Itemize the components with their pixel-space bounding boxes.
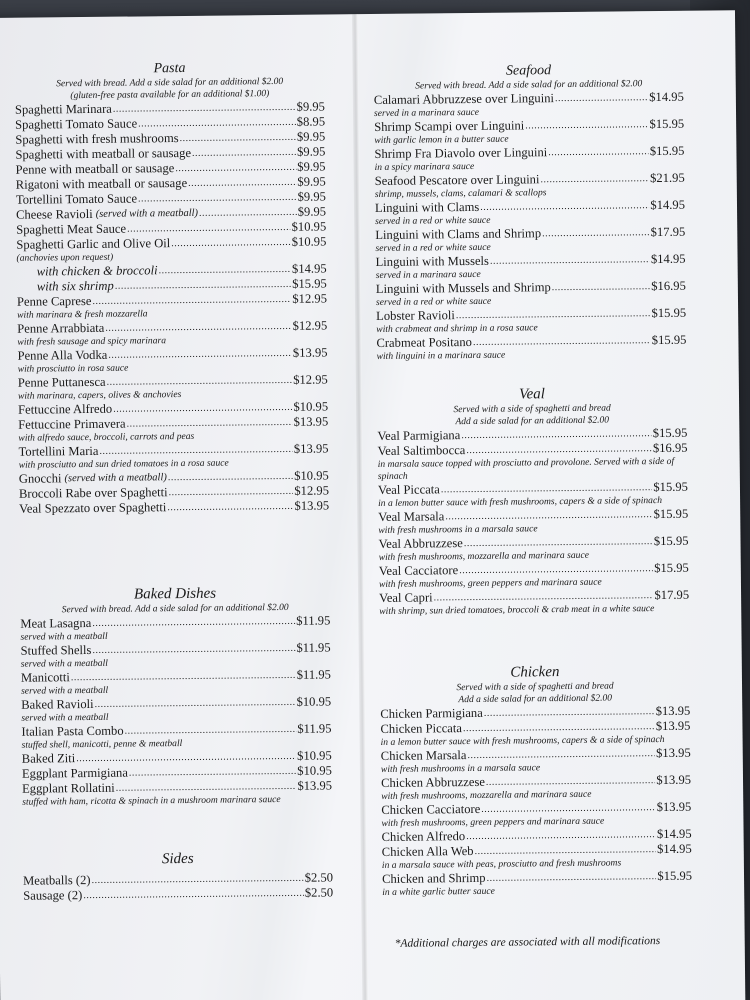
item-name: Eggplant Rollatini (21, 780, 115, 796)
item-name: Veal Spezzato over Spaghetti (19, 500, 167, 516)
item-description: with fresh mushrooms, green peppers and marinara sauce (381, 815, 605, 829)
item-name: Chicken and Shrimp (381, 870, 486, 886)
item-name: Crabmeat Positano (376, 334, 472, 350)
dot-leader (71, 668, 296, 685)
dot-leader (167, 499, 293, 515)
item-price: $2.50 (304, 885, 334, 900)
dot-leader (107, 373, 293, 390)
section-note: Served with bread. Add a side salad for an additional $2.00 (56, 76, 284, 90)
item-price: $10.95 (294, 468, 329, 483)
dot-leader (116, 779, 297, 796)
item-name: Eggplant Parmigiana (21, 765, 128, 781)
item-name: Shrimp Scampi over Linguini (374, 118, 525, 134)
dot-leader (434, 588, 654, 605)
item-name: Veal Abbruzzese (378, 536, 463, 551)
dot-leader (125, 722, 297, 739)
dot-leader (542, 225, 650, 241)
item-name: Veal Marsala (378, 509, 445, 524)
item-price: $9.95 (297, 204, 327, 219)
item-name: Penne Puttanesca (17, 374, 106, 390)
dot-leader (441, 480, 653, 497)
chicken-section (380, 663, 692, 899)
dot-leader (481, 800, 656, 817)
item-description: with alfredo sauce, broccoli, carrots and peas (18, 430, 195, 444)
item-price: $10.95 (297, 763, 332, 778)
item-description: with fresh mushrooms, mozzarella and marinara sauce (378, 549, 589, 563)
item-price: $12.95 (292, 291, 328, 306)
item-price: $13.95 (656, 745, 691, 761)
item-name: Gnocchi (18, 471, 62, 486)
item-price: $13.95 (656, 772, 692, 788)
item-price: $15.95 (653, 533, 689, 549)
dot-leader (83, 886, 304, 903)
item-description: with shrimp, sun dried tomatoes, broccoli & crab meat in a white sauce (379, 603, 655, 617)
item-name: Lobster Ravioli (376, 308, 455, 323)
item-price: $13.95 (655, 703, 691, 719)
dot-leader (129, 764, 297, 781)
item-price: $13.95 (293, 414, 329, 429)
dot-leader (486, 773, 656, 790)
item-price: $15.95 (651, 305, 687, 321)
dot-leader (552, 279, 651, 295)
item-name: Italian Pasta Combo (21, 723, 124, 739)
item-price: $16.95 (651, 278, 686, 294)
item-price: $9.95 (297, 189, 326, 204)
item-description: with crabmeat and shrimp in a rosa sauce (376, 322, 538, 335)
dot-leader (138, 190, 297, 207)
item-price: $14.95 (657, 841, 692, 857)
dot-leader (108, 346, 292, 363)
dot-leader (168, 469, 293, 485)
item-name: Chicken Abbruzzese (380, 774, 485, 790)
item-price: $2.50 (304, 870, 334, 885)
item-price: $9.95 (297, 144, 326, 159)
item-note: (served with a meatball) (95, 207, 199, 220)
item-name: with six shrimp (36, 278, 114, 294)
item-description: with garlic lemon in a butter sauce (374, 133, 509, 146)
section-title: Sides (161, 850, 194, 868)
item-name: Linguini with Clams and Shrimp (375, 226, 542, 242)
item-name: with chicken & broccoli (36, 263, 158, 279)
seafood-section (374, 61, 687, 363)
dot-leader (490, 252, 650, 269)
item-name: Meatballs (2) (22, 872, 91, 888)
item-description: in marsala sauce topped with prosciutto and provolone. Served with a side of spinach (377, 455, 675, 482)
dot-leader (188, 175, 296, 191)
menu-item (19, 498, 329, 516)
item-price: $11.95 (296, 640, 331, 655)
item-price: $8.95 (296, 114, 326, 129)
dot-leader (171, 235, 291, 251)
item-name: Linguini with Mussels and Shrimp (375, 280, 551, 296)
item-description: in a white garlic butter sauce (382, 885, 495, 898)
item-name: Veal Capri (379, 590, 433, 605)
section-title: Baked Dishes (133, 585, 217, 603)
dot-leader (158, 262, 291, 278)
item-price: $10.95 (293, 399, 329, 414)
dot-leader (105, 319, 291, 336)
item-name: Spaghetti with fresh mushrooms (15, 131, 179, 147)
item-price: $13.95 (294, 498, 330, 513)
section-note: Served with bread. Add a side salad for an additional $2.00 (61, 602, 289, 616)
dot-leader (555, 90, 648, 106)
dot-leader (138, 115, 296, 132)
section-note: Add a side salad for an additional $2.00 (455, 415, 610, 428)
item-price: $15.95 (292, 276, 327, 291)
dot-leader (175, 160, 296, 176)
dot-leader (548, 144, 649, 160)
item-description: with marinara & fresh mozzarella (17, 308, 148, 321)
item-name: Seafood Pescatore over Linguini (374, 172, 540, 188)
section-note: Add a side salad for an additional $2.00 (458, 693, 613, 706)
item-price: $9.95 (297, 174, 326, 189)
item-description: served with a meatball (20, 630, 108, 643)
item-price: $11.95 (297, 721, 332, 736)
item-name: Rigatoni with meatball or sausage (15, 175, 188, 192)
item-name: Sausage (2) (23, 888, 83, 903)
item-price: $15.95 (649, 116, 685, 132)
section-title: Chicken (510, 664, 560, 681)
item-description: with fresh mushrooms, green peppers and marinara sauce (378, 576, 602, 590)
item-price: $15.95 (653, 479, 689, 495)
item-price: $21.95 (649, 170, 685, 186)
item-description: with fresh mushrooms in a marsala sauce (378, 523, 538, 536)
item-price: $14.95 (650, 197, 686, 213)
item-price: $17.95 (654, 587, 690, 603)
item-price: $10.95 (296, 694, 332, 709)
item-price: $12.95 (292, 318, 328, 333)
item-price: $15.95 (652, 425, 688, 441)
item-price: $11.95 (296, 613, 331, 628)
dot-leader (525, 117, 648, 133)
item-price: $17.95 (650, 224, 686, 240)
item-description: with linguini in a marinara sauce (376, 349, 506, 362)
item-name: Cheese Ravioli (15, 206, 93, 222)
item-description: with fresh sausage and spicy marinara (17, 335, 167, 348)
item-name: Meat Lasagna (20, 615, 92, 631)
item-price: $13.95 (292, 345, 328, 360)
item-name: Penne with meatball or sausage (15, 161, 175, 177)
item-description: in a lemon butter sauce with fresh mushrooms, capers & a side of spinach (380, 733, 665, 748)
item-description: served in a red or white sauce (375, 214, 491, 227)
item-price: $15.95 (657, 868, 693, 884)
dot-leader (466, 441, 652, 458)
item-description: served with a meatball (20, 657, 108, 670)
item-price: $13.95 (655, 718, 691, 734)
item-name: Linguini with Clams (374, 199, 480, 215)
item-description: (anchovies upon request) (16, 251, 114, 264)
item-description: with fresh mushrooms, mozzarella and marinara sauce (381, 788, 592, 802)
item-name: Chicken Cacciatore (381, 801, 481, 817)
item-description: stuffed with ham, ricotta & spinach in a mushroom marinara sauce (22, 793, 281, 808)
dot-leader (92, 614, 295, 631)
item-price: $9.95 (297, 159, 326, 174)
dot-leader (199, 205, 297, 221)
item-name: Manicotti (20, 670, 70, 685)
item-price: $12.95 (294, 483, 330, 498)
dot-leader (456, 306, 651, 323)
dot-leader (95, 695, 296, 712)
item-name: Penne Arrabbiata (17, 320, 105, 336)
section-title: Veal (518, 386, 545, 403)
item-price: $13.95 (293, 441, 329, 456)
item-name: Penne Alla Vodka (17, 347, 108, 363)
item-name: Chicken Marsala (380, 748, 467, 763)
item-price: $14.95 (291, 261, 327, 276)
dot-leader (464, 534, 653, 551)
dot-leader (99, 442, 293, 459)
paper-fold (352, 14, 368, 1000)
item-name: Veal Parmigiana (377, 428, 461, 443)
dot-leader (459, 561, 653, 578)
item-name: Chicken Parmigiana (380, 705, 483, 721)
baked-dishes-section (20, 584, 332, 808)
item-price: $14.95 (649, 89, 684, 105)
item-price: $12.95 (293, 372, 328, 387)
item-name: Fettuccine Primavera (18, 416, 126, 432)
item-description: served in a marinara sauce (375, 268, 481, 281)
item-name: Chicken Piccata (380, 721, 463, 736)
item-price: $15.95 (653, 506, 689, 522)
item-name: Veal Saltimbocca (377, 443, 466, 458)
item-price: $15.95 (651, 332, 687, 348)
item-price: $10.95 (291, 219, 327, 234)
item-description: served in a red or white sauce (375, 241, 491, 254)
item-name: Spaghetti with meatball or sausage (15, 145, 192, 162)
section-title: Seafood (505, 63, 552, 79)
item-name: Stuffed Shells (20, 642, 92, 658)
item-name: Tortellini Maria (18, 443, 99, 459)
item-name: Spaghetti Garlic and Olive Oil (16, 236, 171, 252)
item-name: Spaghetti Meat Sauce (16, 221, 127, 237)
item-price: $16.95 (652, 440, 688, 456)
menu-item (23, 885, 333, 903)
item-description: in a spicy marinara sauce (374, 160, 475, 173)
item-description: with marinara, capers, olives & anchovies (17, 389, 182, 402)
item-price: $10.95 (291, 234, 327, 249)
item-name: Linguini with Mussels (375, 253, 490, 269)
item-price: $14.95 (656, 826, 692, 842)
item-description: served in a marinara sauce (373, 106, 480, 119)
dot-leader (127, 415, 293, 432)
item-description: in a marsala sauce with peas, prosciutto and fresh mushrooms (381, 857, 622, 871)
section-note: Served with a side of spaghetti and bread (456, 681, 614, 694)
veal-section (377, 385, 689, 618)
dot-leader (474, 842, 656, 859)
item-name: Baked Ravioli (21, 696, 94, 712)
item-description: served with a meatball (21, 711, 109, 724)
dot-leader (480, 198, 649, 215)
item-name: Tortellini Tomato Sauce (15, 191, 138, 207)
section-title: Pasta (153, 60, 186, 77)
dot-leader (445, 507, 652, 524)
item-price: $14.95 (650, 251, 686, 267)
item-name: Veal Piccata (377, 482, 440, 497)
dot-leader (192, 145, 296, 161)
menu-paper (0, 10, 745, 1000)
section-note: (gluten-free pasta available for an additional $1.00) (70, 89, 270, 102)
dot-leader (127, 220, 291, 237)
dot-leader (180, 130, 296, 146)
item-name: Calamari Abbruzzese over Linguini (373, 91, 555, 107)
item-name: Spaghetti Tomato Sauce (15, 116, 138, 132)
dot-leader (473, 333, 651, 350)
item-price: $13.95 (297, 778, 333, 793)
item-note: (served with a meatball) (64, 472, 167, 485)
item-description: with prosciutto in rosa sauce (17, 362, 129, 375)
item-name: Shrimp Fra Diavolo over Linguini (374, 145, 548, 161)
item-description: with fresh mushrooms in a marsala sauce (380, 762, 541, 775)
item-price: $10.95 (297, 748, 332, 763)
item-name: Chicken Alla Web (381, 843, 474, 859)
pasta-section (14, 59, 329, 517)
item-description: served in a red or white sauce (375, 295, 492, 308)
item-name: Veal Cacciatore (378, 563, 459, 578)
item-price: $9.95 (296, 129, 326, 144)
item-description: shrimp, mussels, clams, calamari & scallops (374, 187, 547, 200)
section-note: Served with bread. Add a side salad for an additional $2.00 (415, 79, 643, 92)
dot-leader (463, 719, 655, 736)
dot-leader (487, 869, 657, 886)
item-price: $11.95 (296, 667, 331, 682)
dot-leader (169, 484, 294, 500)
item-price: $15.95 (649, 143, 685, 159)
sides-section (23, 849, 334, 903)
item-price: $15.95 (654, 560, 689, 576)
item-name: Penne Caprese (16, 293, 92, 309)
item-description: served with a meatball (20, 684, 109, 697)
footer-note: *Additional charges are associated with all modifications (394, 935, 661, 950)
item-description: with prosciutto and sun dried tomatoes in a rosa sauce (18, 457, 229, 471)
dot-leader (540, 171, 649, 187)
item-name: Spaghetti Marinara (14, 101, 112, 117)
dot-leader (467, 746, 655, 763)
section-note: Served with a side of spaghetti and bread (453, 403, 611, 416)
item-price: $9.95 (296, 99, 326, 114)
dot-leader (92, 641, 295, 658)
item-name: Fettuccine Alfredo (18, 401, 113, 417)
dot-leader (92, 292, 291, 309)
item-name: Broccoli Rabe over Spaghetti (18, 485, 168, 501)
item-description: stuffed shell, manicotti, penne & meatball (21, 738, 183, 751)
item-description: in a lemon butter sauce with fresh mushrooms, capers & a side of spinach (378, 494, 663, 509)
item-name: Chicken Alfredo (381, 829, 466, 844)
item-price: $13.95 (656, 799, 692, 815)
item-name: Baked Ziti (21, 751, 76, 766)
